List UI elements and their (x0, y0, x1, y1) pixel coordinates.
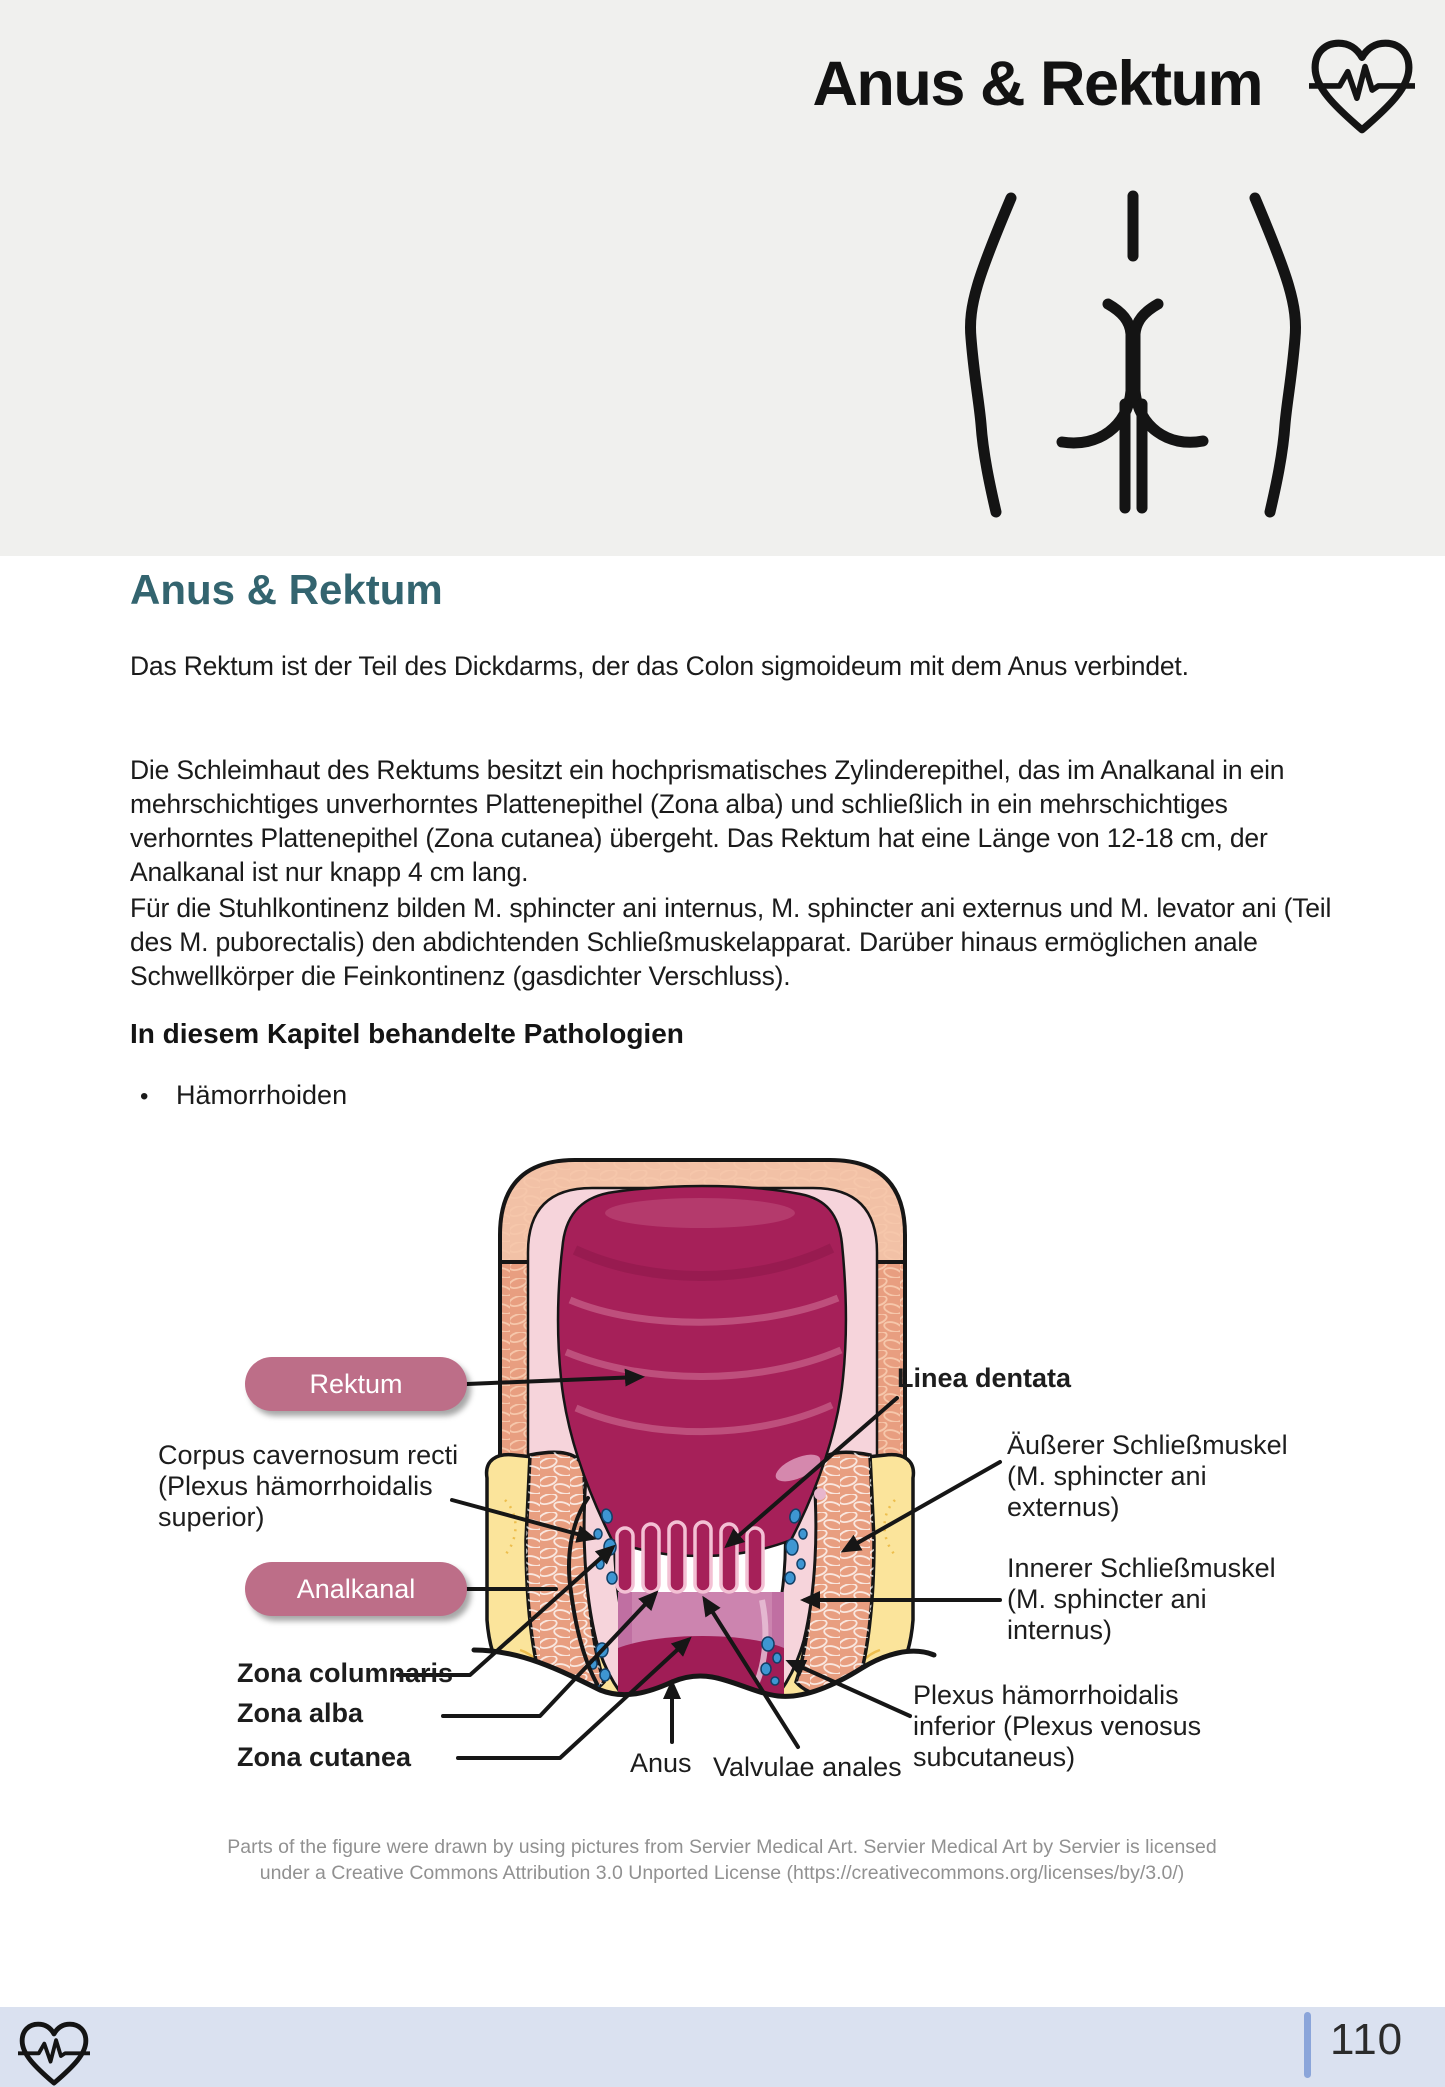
rektum-badge: Rektum (245, 1357, 467, 1411)
paragraph: Für die Stuhlkontinenz bilden M. sphincter ani internus, M. sphincter ani externus und M. levator ani (Teil des M. puborectalis) den abdichtenden Schließmuskelapparat. Darüber hinaus ermöglichen anale Schwellkörper die Feinkontinenz (gasdichter Verschluss). (130, 892, 1332, 991)
figure-attribution: Parts of the figure were drawn by using pictures from Servier Medical Art. Servier Medical Art by Servier is licensed under a Creative Commons Attribution 3.0 Unported License (https://creativecommons.org/licenses/by/3.0/) (227, 1835, 1217, 1884)
label-innerer-schliessmuskel: Innerer Schließmuskel (M. sphincter ani internus) (1007, 1553, 1276, 1645)
list-item-label: Hämorrhoiden (176, 1080, 348, 1110)
pathologies-heading: In diesem Kapitel behandelte Pathologien (130, 1018, 684, 1049)
paragraph: Das Rektum ist der Teil des Dickdarms, der das Colon sigmoideum mit dem Anus verbindet. (130, 650, 1189, 681)
label-linea-dentata: Linea dentata (897, 1363, 1072, 1393)
heartbeat-icon (18, 2019, 90, 2087)
label-valvulae-anales: Valvulae anales (713, 1752, 902, 1782)
page-number: 110 (1330, 2015, 1404, 2064)
label-zona-cutanea: Zona cutanea (237, 1742, 412, 1772)
label-plexus-inferior: Plexus hämorrhoidalis inferior (Plexus venosus subcutaneus) (913, 1680, 1202, 1772)
label-zona-columnaris: Zona columnaris (237, 1658, 454, 1688)
bullet-icon: • (140, 1083, 149, 1110)
label-anus: Anus (630, 1748, 692, 1778)
analkanal-badge: Analkanal (245, 1562, 467, 1616)
label-aeusserer-schliessmuskel: Äußerer Schließmuskel (M. sphincter ani externus) (1007, 1430, 1288, 1522)
heartbeat-icon (1309, 38, 1415, 136)
page-header (0, 0, 1445, 556)
page-footer (0, 2007, 1445, 2087)
list-item (140, 1080, 347, 1111)
paragraph: Die Schleimhaut des Rektums besitzt ein hochprismatisches Zylinderepithel, das im Analkanal in ein mehrschichtiges unverhorntes Plattenepithel (Zona alba) und schließlich in ein mehrschichtiges verhorntes Plattenepithel (Zona cutanea) übergeht. Das Rektum hat eine Länge von 12-18 cm, der Analkanal ist nur knapp 4 cm lang. (130, 754, 1285, 887)
label-corpus-cavernosum: Corpus cavernosum recti (Plexus hämorrhoidalis superior) (158, 1440, 459, 1532)
section-heading: Anus & Rektum (130, 566, 443, 613)
buttocks-icon (948, 186, 1318, 531)
label-zona-alba: Zona alba (237, 1698, 364, 1728)
page-number-bar (1304, 2012, 1311, 2078)
page-title: Anus & Rektum (812, 49, 1262, 119)
